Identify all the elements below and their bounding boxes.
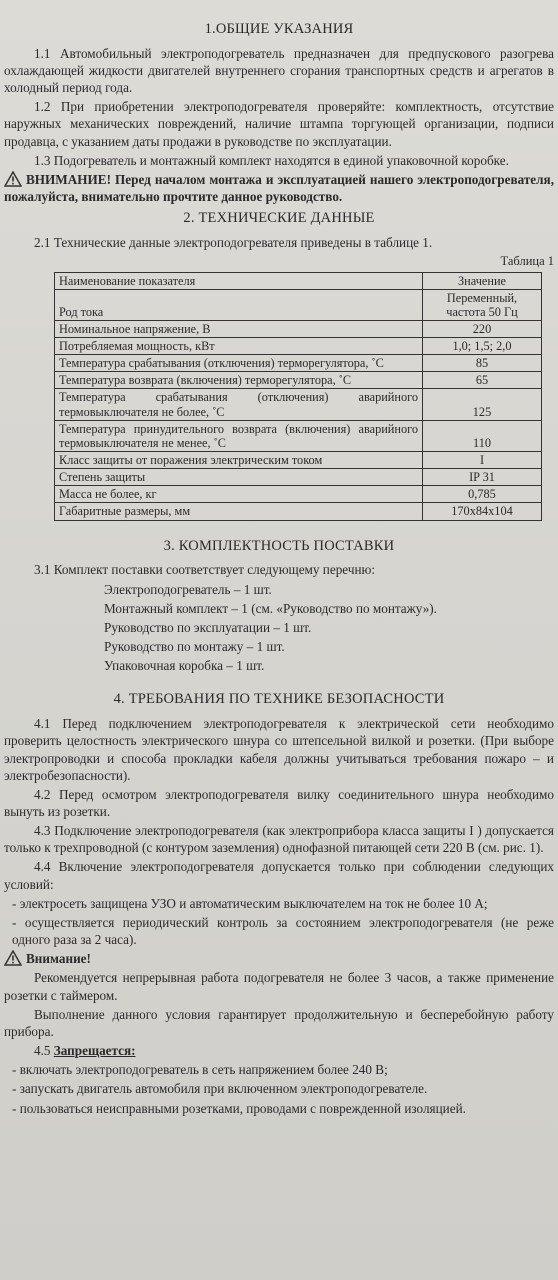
section-1-title: 1.ОБЩИЕ УКАЗАНИЯ <box>204 21 354 37</box>
row-value: 0,785 <box>423 486 542 503</box>
list-item: Руководство по эксплуатации – 1 шт. <box>104 619 312 635</box>
kit-list <box>4 581 554 675</box>
row-value: 170x84x104 <box>423 503 542 520</box>
forbidden-item: - пользоваться неисправными розетками, проводами с поврежденной изоляцией. <box>12 1100 466 1116</box>
paragraph-4-5-number: 4.5 <box>34 1043 51 1059</box>
row-name: Класс защиты от поражения электрическим током <box>55 452 423 469</box>
warning-text: ВНИМАНИЕ! Перед началом монтажа и эксплуатацией нашего электроподогревателя, пожалуйста, внимательно прочтите данное руководство. <box>4 171 554 205</box>
section-3-title: 3. КОМПЛЕКТНОСТЬ ПОСТАВКИ <box>163 537 395 554</box>
table-body <box>55 289 542 520</box>
row-name: Род тока <box>55 289 423 320</box>
row-value: 85 <box>423 355 542 372</box>
row-name: Температура принудительного возврата (включения) аварийного термовыключателя не менее, ˚С <box>55 420 423 451</box>
attention-block <box>4 950 554 967</box>
paragraph-1-2: 1.2 При приобретении электроподогревателя проверяйте: комплектность, отсутствие наружных механических повреждений, наличие штампа торгующей организации, подписи продавца, с указанием даты продажи в руководстве по эксплуатации. <box>4 99 554 149</box>
row-name: Температура срабатывания (отключения) аварийного термовыключателя не более, ˚С <box>55 389 423 420</box>
row-value: Переменный, частота 50 Гц <box>423 289 542 320</box>
forbidden-item: - включать электроподогреватель в сеть напряжением более 240 В; <box>12 1062 388 1078</box>
row-name: Масса не более, кг <box>55 486 423 503</box>
row-value: 220 <box>423 320 542 337</box>
forbidden-item: - запускать двигатель автомобиля при включенном электроподогревателе. <box>12 1081 428 1097</box>
header-value: Значение <box>423 272 542 289</box>
row-value: 110 <box>423 420 542 451</box>
table-row <box>55 355 542 372</box>
paragraph-4-2: 4.2 Перед осмотром электроподогревателя вилку соединительного шнура необходимо вынуть из розетки. <box>4 786 554 820</box>
row-name: Температура возврата (включения) терморегулятора, ˚С <box>55 372 423 389</box>
table-row <box>55 420 542 451</box>
paragraph-3-1: 3.1 Комплект поставки соответствует следующему перечню: <box>34 562 376 578</box>
row-value: 1,0; 1,5; 2,0 <box>423 338 542 355</box>
paragraph-4-1: 4.1 Перед подключением электроподогревателя к электрической сети необходимо проверить целостность электрического шнура со штепсельной вилкой и розетки. (При выборе электропроводки и способа прокладки кабеля должны учитываться требования пожаро – и электробезопасности). <box>4 716 554 783</box>
row-name: Габаритные размеры, мм <box>55 503 423 520</box>
forbidden-list <box>4 1061 554 1116</box>
row-value: I <box>423 452 542 469</box>
warning-block <box>4 171 554 205</box>
table-row <box>55 289 542 320</box>
technical-data-table <box>54 272 542 521</box>
table-row <box>55 486 542 503</box>
row-name: Степень защиты <box>55 469 423 486</box>
attention-text-2: Выполнение данного условия гарантирует продолжительную и бесперебойную работу прибора. <box>4 1006 554 1039</box>
table-row <box>55 469 542 486</box>
list-item: Упаковочная коробка – 1 шт. <box>104 658 265 674</box>
table-row <box>55 320 542 337</box>
attention-text: Рекомендуется непрерывная работа подогревателя не более 3 часов, а также применение розетки с таймером. <box>4 970 554 1003</box>
paragraph-4-3: 4.3 Подключение электроподогревателя (как электроприбора класса защиты I ) допускается только к трехпроводной (с контуром заземления) однофазной питающей сети 220 В (см. рис. 1). <box>4 823 554 856</box>
list-item: Руководство по монтажу – 1 шт. <box>104 639 285 655</box>
row-name: Температура срабатывания (отключения) терморегулятора, ˚С <box>55 355 423 372</box>
list-item: Электроподогреватель – 1 шт. <box>104 581 272 597</box>
paragraph-1-3: 1.3 Подогреватель и монтажный комплект находятся в единой упаковочной коробке. <box>34 152 509 168</box>
row-value: 125 <box>423 389 542 420</box>
table-row <box>55 389 542 420</box>
list-item: Монтажный комплект – 1 (см. «Руководство по монтажу»). <box>104 600 437 616</box>
paragraph-2-1: 2.1 Технические данные электроподогревателя приведены в таблице 1. <box>34 235 433 251</box>
paragraph-4-4: 4.4 Включение электроподогревателя допускается только при соблюдении следующих условий: <box>4 859 554 892</box>
table-header-row <box>55 272 542 289</box>
forbidden-title: Запрещается: <box>53 1043 136 1059</box>
row-value: IP 31 <box>423 469 542 486</box>
row-value: 65 <box>423 372 542 389</box>
attention-title: Внимание! <box>26 951 91 967</box>
paragraph-1-1: 1.1 Автомобильный электроподогреватель предназначен для предпускового разогрева охлаждающей жидкости двигателей внутреннего сгорания транспортных средств и агрегатов в холодный период года. <box>4 45 554 96</box>
table-caption: Таблица 1 <box>500 254 554 269</box>
table-row <box>55 372 542 389</box>
row-name: Номинальное напряжение, В <box>55 320 423 337</box>
table-row <box>55 338 542 355</box>
table-row <box>55 503 542 520</box>
section-4-title: 4. ТРЕБОВАНИЯ ПО ТЕХНИКЕ БЕЗОПАСНОСТИ <box>113 691 445 708</box>
paragraph-4-5 <box>4 1042 554 1059</box>
row-name: Потребляемая мощность, кВт <box>55 338 423 355</box>
condition-2: - осуществляется периодический контроль за состоянием электроподогревателя (не реже одного раза за 2 часа). <box>12 914 554 948</box>
table-row <box>55 452 542 469</box>
header-name: Наименование показателя <box>55 272 423 289</box>
warning-triangle-icon <box>4 950 22 966</box>
section-2-title: 2. ТЕХНИЧЕСКИЕ ДАННЫЕ <box>183 210 375 227</box>
condition-1: - электросеть защищена УЗО и автоматическим выключателем на ток не более 10 А; <box>12 895 488 911</box>
warning-triangle-icon <box>4 171 22 187</box>
